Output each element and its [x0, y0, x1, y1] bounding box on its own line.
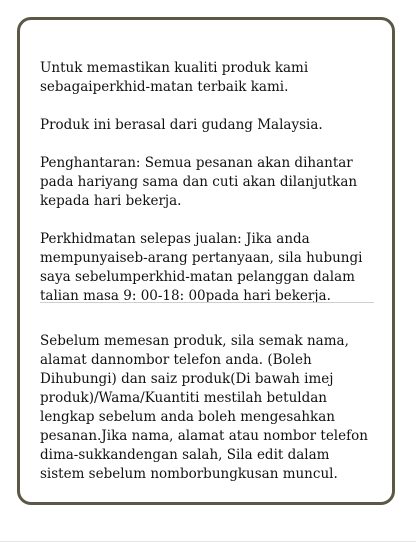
info-card: [17, 17, 395, 505]
order-check-paragraph: Sebelum memesan produk, sila semak nama, alamat dannombor telefon anda. (Boleh Dihubungi) dan saiz produk(Di bawah imej produk)/Wama/Kuantiti mestilah betuldan lengkap sebelum anda boleh mengesahkan pesanan.Jika nama, alamat atau nombor telefon dima-sukkandengan salah, Sila edit dalam sistem sebelum nomborbungkusan muncul.: [40, 333, 368, 482]
origin-paragraph: Produk ini berasal dari gudang Malaysia.: [40, 117, 323, 133]
page-bottom-rule: [0, 541, 416, 542]
shipping-paragraph: Penghantaran: Semua pesanan akan dihantar pada hariyang sama dan cuti akan dilanjutkan kepada hari bekerja.: [40, 155, 358, 209]
info-bottom-section: [40, 332, 374, 484]
section-divider: [40, 302, 374, 303]
after-sales-paragraph: Perkhidmatan selepas jualan: Jika anda mempunyaiseb-arang pertanyaan, sila hubungi saya sebelumperkhid-matan pelanggan dalam talian masa 9: 00-18: 00pada hari bekerja.: [40, 231, 363, 304]
info-top-section: [40, 59, 374, 306]
quality-paragraph: Untuk memastikan kualiti produk kami sebagaiperkhid-matan terbaik kami.: [40, 60, 309, 95]
